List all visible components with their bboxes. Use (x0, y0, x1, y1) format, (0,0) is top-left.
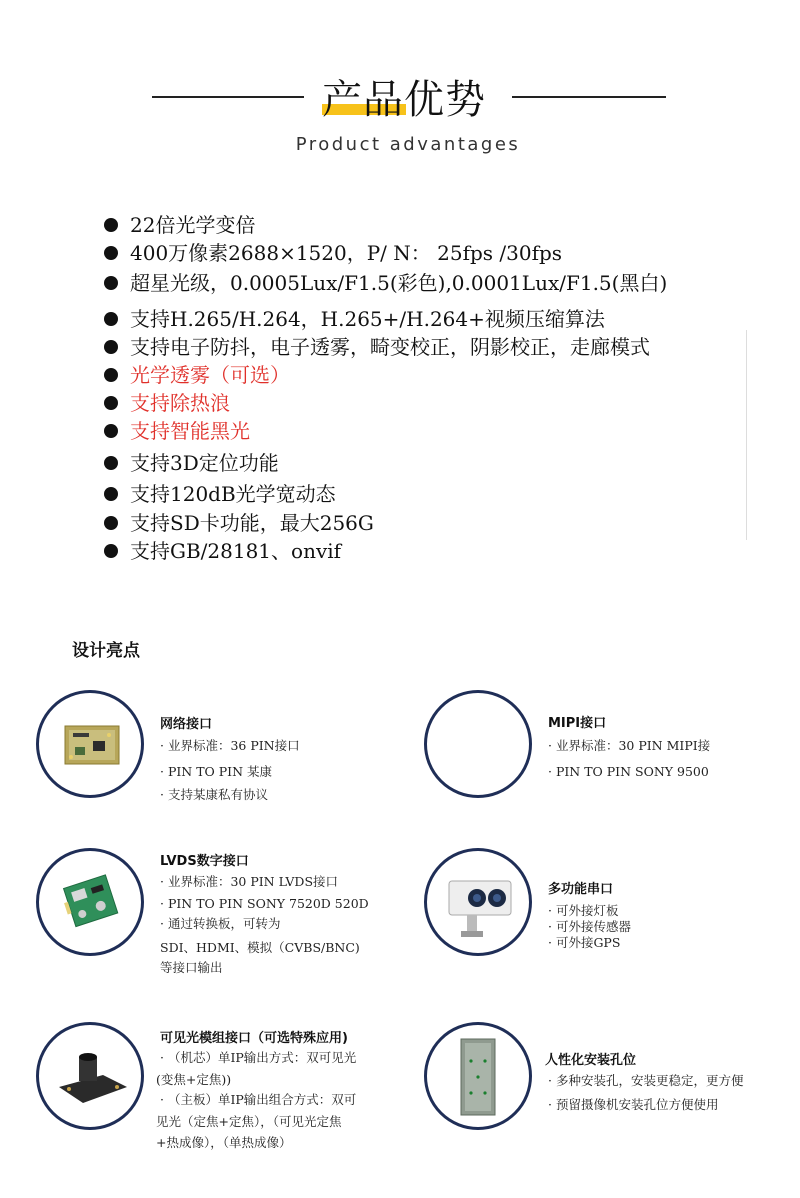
block-line: SDI、HDMI、模拟（CVBS/BNC) (160, 940, 360, 955)
block-line: · 可外接灯板 (548, 903, 619, 918)
bullet-icon (104, 276, 118, 290)
bullet-icon (104, 487, 118, 501)
bullet-icon (104, 424, 118, 438)
page-title: 产品优势 (322, 77, 486, 123)
block-line: · PIN TO PIN 某康 (160, 764, 273, 779)
bullet-icon (104, 396, 118, 410)
feature-item: 支持120dB光学宽动态 (104, 481, 784, 507)
network-board-image (36, 690, 144, 798)
feature-item: 支持GB/28181、onvif (104, 538, 784, 564)
block-line: 等接口输出 (160, 960, 223, 975)
block-title: 人性化安装孔位 (545, 1053, 637, 1068)
block-line: +热成像），（单热成像） (156, 1135, 292, 1150)
block-line: · 可外接GPS (548, 935, 621, 950)
block-line: · （主板）单IP输出组合方式：双可 (160, 1092, 357, 1107)
feature-item: 超星光级，0.0005Lux/F1.5(彩色),0.0001Lux/F1.5(黑白) (104, 270, 784, 296)
block-line: · 可外接传感器 (548, 919, 631, 934)
block-line: · 业界标准：36 PIN接口 (160, 738, 300, 753)
block-line: · 预留摄像机安装孔位方便使用 (548, 1097, 719, 1112)
bullet-icon (104, 368, 118, 382)
section-title: 设计亮点 (72, 641, 140, 661)
block-line: · 通过转换板，可转为 (160, 916, 281, 931)
feature-item: 支持3D定位功能 (104, 450, 784, 476)
bullet-icon (104, 312, 118, 326)
page-subtitle: Product advantages (295, 134, 521, 155)
bullet-icon (104, 340, 118, 354)
header-divider-left (152, 96, 304, 98)
mipi-image (424, 690, 532, 798)
block-line: · 多种安装孔，安装更稳定，更方便 (548, 1073, 744, 1088)
block-title: 可见光模组接口（可选特殊应用) (160, 1031, 348, 1046)
block-title: MIPI接口 (548, 716, 607, 731)
header-divider-right (512, 96, 666, 98)
feature-item: 400万像素2688×1520，P/ N： 25fps /30fps (104, 240, 784, 266)
divider (746, 330, 747, 540)
block-line: · （机芯）单IP输出方式：双可见光 (160, 1050, 357, 1065)
lvds-board-image (36, 848, 144, 956)
block-line: · PIN TO PIN SONY 9500 (548, 764, 709, 779)
mounting-plate-image (424, 1022, 532, 1130)
bullet-icon (104, 456, 118, 470)
feature-item: 22倍光学变倍 (104, 212, 784, 238)
block-title: 多功能串口 (548, 882, 614, 897)
feature-item: 支持H.265/H.264，H.265+/H.264+视频压缩算法 (104, 306, 784, 332)
feature-item: 支持电子防抖，电子透雾，畸变校正，阴影校正，走廊模式 (104, 334, 784, 360)
bullet-icon (104, 544, 118, 558)
feature-item: 支持SD卡功能，最大256G (104, 510, 784, 536)
block-line: (变焦+定焦)) (156, 1072, 232, 1087)
feature-item: 支持智能黑光 (104, 418, 784, 444)
feature-item: 支持除热浪 (104, 390, 784, 416)
bullet-icon (104, 218, 118, 232)
bullet-icon (104, 516, 118, 530)
block-title: 网络接口 (160, 717, 213, 732)
block-line: · 支持某康私有协议 (160, 787, 268, 802)
bullet-icon (104, 246, 118, 260)
camera-image (424, 848, 532, 956)
block-line: · 业界标准：30 PIN MIPI接 (548, 738, 711, 753)
block-line: 见光（定焦+定焦），（可见光定焦 (156, 1114, 342, 1129)
block-line: · 业界标准：30 PIN LVDS接口 (160, 874, 339, 889)
block-line: · PIN TO PIN SONY 7520D 520D (160, 896, 369, 911)
block-title: LVDS数字接口 (160, 854, 249, 869)
feature-item: 光学透雾（可选） (104, 362, 784, 388)
module-image (36, 1022, 144, 1130)
